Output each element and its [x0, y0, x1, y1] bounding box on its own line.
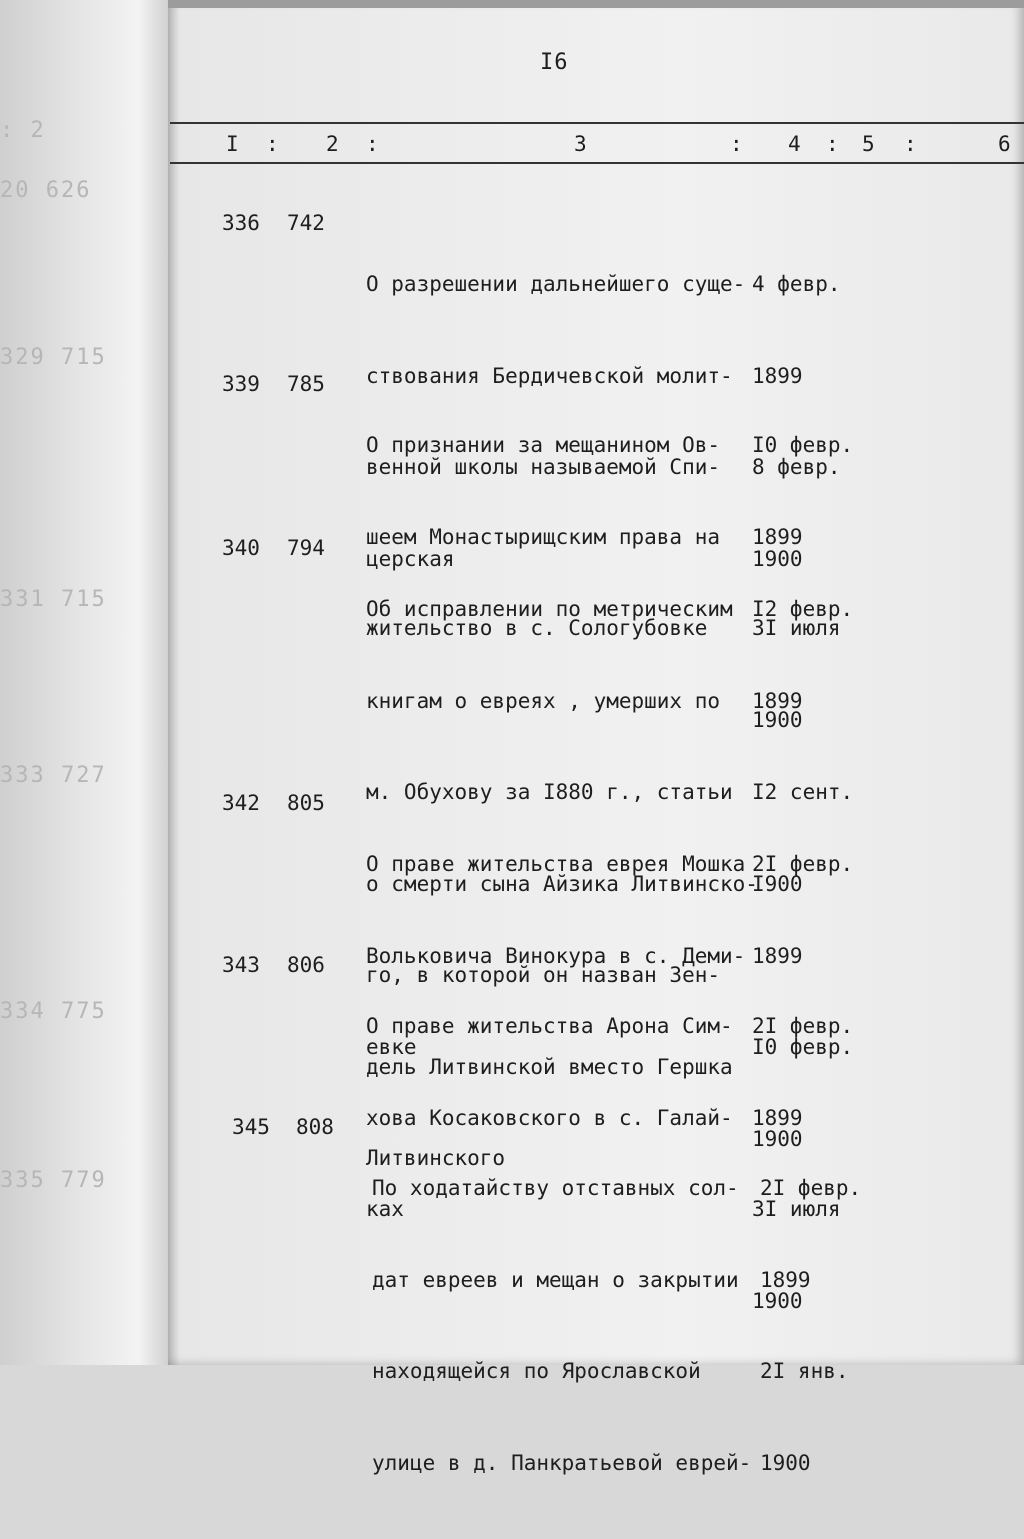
- description-line: венной школы называемой Спи-: [366, 455, 721, 479]
- description-line: дат евреев и мещан о закрытии: [372, 1267, 739, 1292]
- date-line: 3I июля: [752, 1197, 841, 1221]
- bleed-through-text: 329 715: [0, 345, 107, 370]
- date-line: 1899: [752, 688, 803, 713]
- entry-number: 340: [222, 536, 260, 560]
- column-separator: :: [904, 132, 917, 156]
- page-number: I6: [540, 50, 569, 75]
- description-line: улице в д. Панкратьевой еврей-: [372, 1450, 752, 1475]
- date-line: 1900: [752, 707, 803, 732]
- description-line: По ходатайству отставных сол-: [372, 1176, 739, 1200]
- date-line: 4 февр.: [752, 272, 841, 296]
- column-header-5: 5: [862, 132, 875, 156]
- file-number: 785: [287, 372, 325, 396]
- description-line: Литвинского: [366, 1146, 506, 1170]
- date-line: 1899: [760, 1267, 811, 1292]
- date-line: 2I февр.: [752, 1014, 854, 1038]
- column-header-4: 4: [788, 132, 801, 156]
- description-line: ках: [366, 1197, 404, 1221]
- date-line: I2 сент.: [752, 780, 854, 804]
- description-line: церская: [366, 546, 455, 571]
- description-line: Об исправлении по метрическим: [366, 597, 733, 621]
- description-line: О разрешении дальнейшего суще-: [366, 272, 746, 296]
- description-line: находящейся по Ярославской: [372, 1359, 701, 1383]
- date-line: 2I февр.: [760, 1176, 862, 1200]
- date-line: 1900: [752, 1126, 803, 1151]
- column-header-2: 2: [326, 132, 339, 156]
- entry-number: 342: [222, 791, 260, 815]
- column-separator: :: [730, 132, 743, 156]
- date-line: 1900: [752, 546, 803, 571]
- date-line: 1900: [752, 1288, 803, 1313]
- date-line: 1899: [752, 363, 803, 388]
- date-line: I900: [752, 871, 803, 896]
- entry-number: 345: [232, 1115, 270, 1139]
- date-line: 1899: [752, 1105, 803, 1130]
- description-line: О признании за мещанином Ов-: [366, 433, 721, 457]
- page-top-edge: [168, 0, 1024, 8]
- description-line: м. Обухову за I880 г., статьи: [366, 780, 733, 804]
- date-line: I2 февр.: [752, 597, 854, 621]
- column-header-6: 6: [998, 132, 1011, 156]
- header-top-rule: [170, 122, 1024, 124]
- description-line: го, в которой он назван Зен-: [366, 963, 721, 987]
- file-number: 794: [287, 536, 325, 560]
- entry-description: [372, 1112, 772, 1539]
- date-line: I0 февр.: [752, 433, 854, 457]
- bleed-through-text: 331 715: [0, 587, 107, 612]
- column-header-1: I: [226, 132, 239, 156]
- description-line: шеем Монастырищским права на: [366, 524, 721, 549]
- file-number: 805: [287, 791, 325, 815]
- header-bottom-rule: [170, 162, 1024, 164]
- description-line: евке: [366, 1035, 417, 1059]
- date-line: I0 февр.: [752, 1035, 854, 1059]
- bleed-through-text: 335 779: [0, 1168, 107, 1193]
- file-number: 742: [287, 211, 325, 235]
- bleed-through-text: 20 626: [0, 178, 92, 203]
- description-line: книгам о евреях , умерших по: [366, 688, 721, 713]
- bleed-through-text: : 2: [0, 118, 46, 143]
- date-line: 1899: [752, 943, 803, 968]
- date-line: 8 февр.: [752, 455, 841, 479]
- entry-number: 343: [222, 953, 260, 977]
- date-line: 2I февр.: [752, 852, 854, 876]
- entry-number: 336: [222, 211, 260, 235]
- description-line: О праве жительства еврея Мошка: [366, 852, 746, 876]
- bleed-through-text: 333 727: [0, 763, 107, 788]
- date-line: 1900: [760, 1450, 811, 1475]
- bleed-through-text: 334 775: [0, 999, 107, 1024]
- column-separator: :: [826, 132, 839, 156]
- description-line: хова Косаковского в с. Галай-: [366, 1105, 733, 1130]
- column-separator: :: [266, 132, 279, 156]
- description-line: Вольковича Винокура в с. Деми-: [366, 943, 746, 968]
- column-header-3: 3: [574, 132, 587, 156]
- column-separator: :: [366, 132, 379, 156]
- description-line: дель Литвинской вместо Гершка: [366, 1054, 733, 1079]
- date-line: 1899: [752, 524, 803, 549]
- file-number: 806: [287, 953, 325, 977]
- description-line: о смерти сына Айзика Литвинско-: [366, 871, 758, 896]
- description-line: О праве жительства Арона Сим-: [366, 1014, 733, 1038]
- date-line: 2I янв.: [760, 1359, 849, 1383]
- description-line: жительство в с. Сологубовке: [366, 616, 708, 640]
- binding-gutter: [0, 0, 185, 1365]
- file-number: 808: [296, 1115, 334, 1139]
- entry-number: 339: [222, 372, 260, 396]
- date-line: 3I июля: [752, 616, 841, 640]
- description-line: ствования Бердичевской молит-: [366, 363, 733, 388]
- entry-dates: [760, 1112, 880, 1539]
